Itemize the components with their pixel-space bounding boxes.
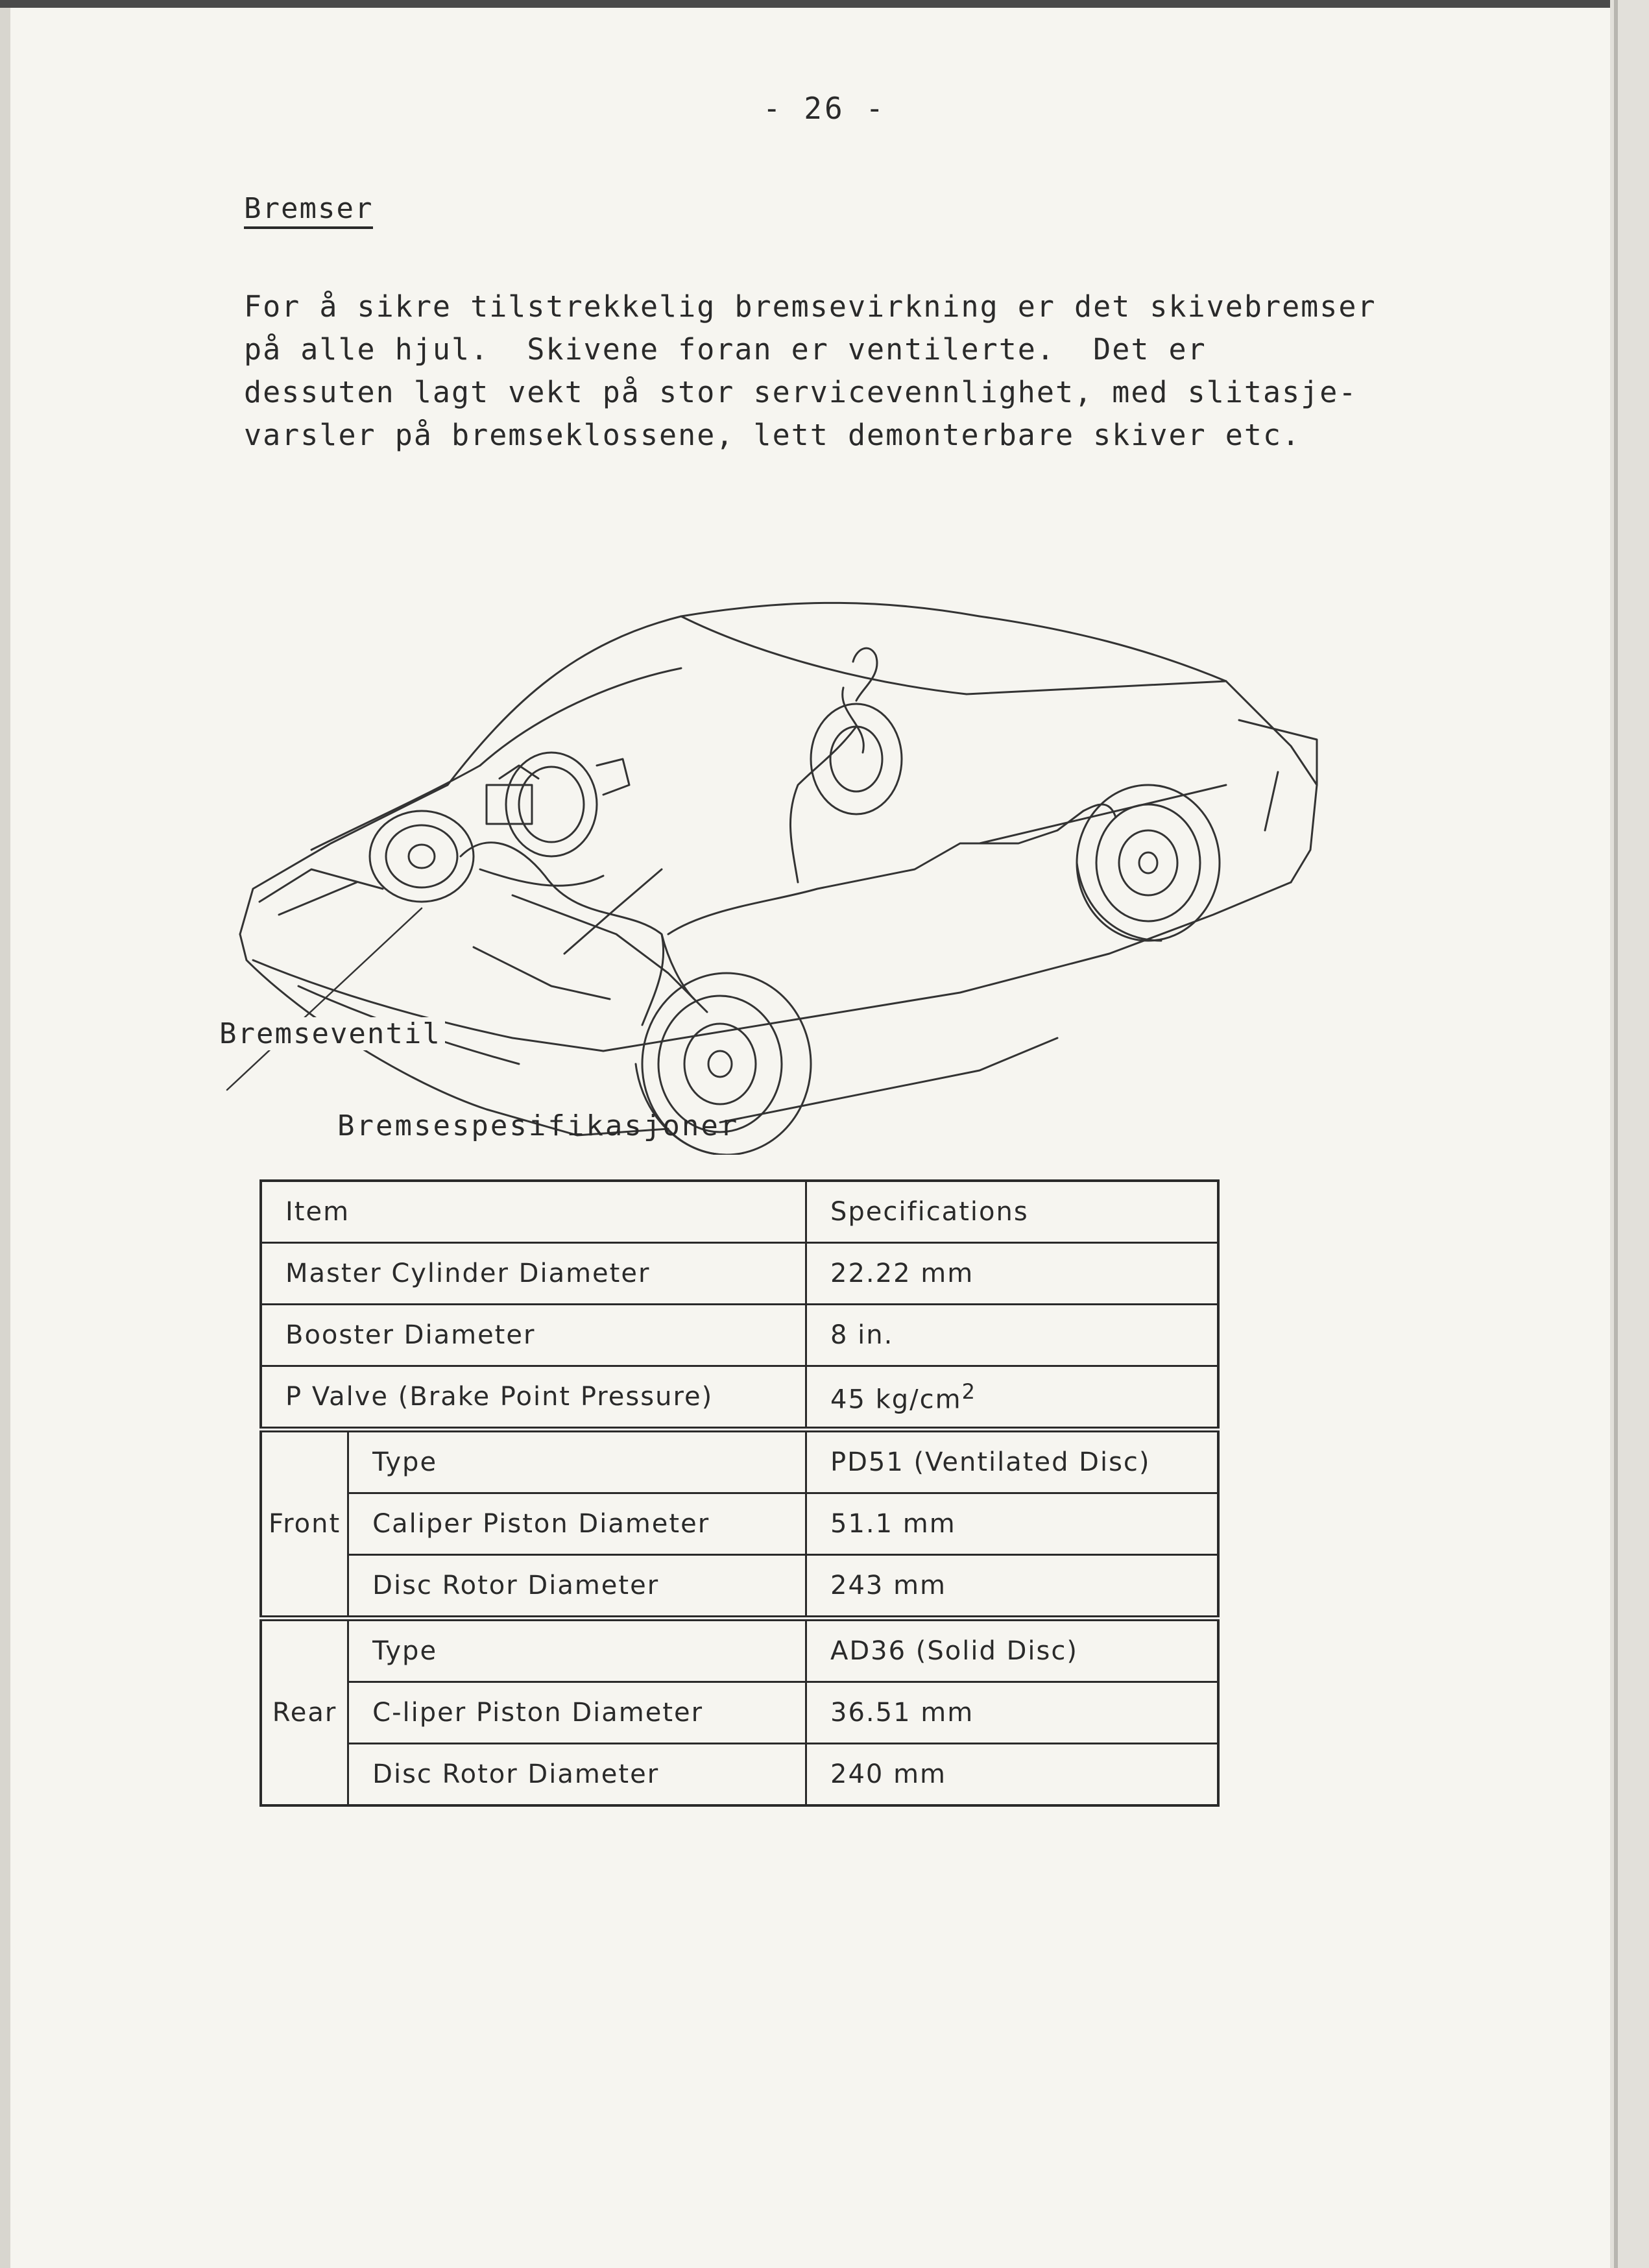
row-value: 240 mm	[806, 1744, 1219, 1806]
brake-spec-table	[259, 1179, 1220, 1807]
row-value: PD51 (Ventilated Disc)	[806, 1430, 1219, 1493]
table-row	[261, 1682, 1218, 1744]
page-number: - 26 -	[762, 91, 887, 126]
row-item: Disc Rotor Diameter	[348, 1744, 806, 1806]
intro-line: dessuten lagt vekt på stor servicevennlighet, med slitasje-	[244, 375, 1358, 409]
group-label-rear: Rear	[261, 1619, 348, 1806]
intro-line: på alle hjul. Skivene foran er ventilerte. Det er	[244, 332, 1207, 367]
table-row	[261, 1430, 1218, 1493]
table-row	[261, 1305, 1218, 1366]
row-item: Type	[348, 1430, 806, 1493]
row-value: 22.22 mm	[806, 1243, 1219, 1305]
table-row	[261, 1243, 1218, 1305]
page-edge-shadow	[1614, 0, 1618, 2268]
table-row	[261, 1619, 1218, 1682]
row-item: Master Cylinder Diameter	[261, 1243, 806, 1305]
row-value: 243 mm	[806, 1555, 1219, 1619]
row-value: AD36 (Solid Disc)	[806, 1619, 1219, 1682]
table-caption: Bremsespesifikasjoner	[337, 1109, 740, 1142]
row-value: 8 in.	[806, 1305, 1219, 1366]
row-value: 45 kg/cm	[830, 1384, 962, 1415]
section-heading: Bremser	[244, 192, 373, 229]
row-item: P Valve (Brake Point Pressure)	[261, 1366, 806, 1430]
intro-paragraph	[244, 285, 1476, 457]
row-value-with-superscript	[806, 1366, 1219, 1430]
row-item: C-liper Piston Diameter	[348, 1682, 806, 1744]
row-value: 51.1 mm	[806, 1493, 1219, 1555]
page-edge-left	[0, 0, 10, 2268]
figure-label-brake-valve: Bremseventil	[219, 1017, 445, 1050]
row-value: 36.51 mm	[806, 1682, 1219, 1744]
row-item: Type	[348, 1619, 806, 1682]
car-line-drawing	[214, 571, 1382, 1155]
page-edge-top	[0, 0, 1649, 8]
table-row	[261, 1493, 1218, 1555]
row-item: Caliper Piston Diameter	[348, 1493, 806, 1555]
superscript: 2	[961, 1379, 976, 1404]
intro-line: varsler på bremseklossene, lett demonterbare skiver etc.	[244, 418, 1301, 452]
table-row	[261, 1366, 1218, 1430]
intro-line: For å sikre tilstrekkelig bremsevirkning er det skivebremser	[244, 289, 1377, 324]
header-item: Item	[261, 1181, 806, 1243]
group-label-front: Front	[261, 1430, 348, 1619]
brake-system-illustration	[214, 571, 1382, 1155]
table-row	[261, 1555, 1218, 1619]
row-item: Disc Rotor Diameter	[348, 1555, 806, 1619]
header-spec: Specifications	[806, 1181, 1219, 1243]
table-header-row	[261, 1181, 1218, 1243]
table-row	[261, 1744, 1218, 1806]
row-item: Booster Diameter	[261, 1305, 806, 1366]
